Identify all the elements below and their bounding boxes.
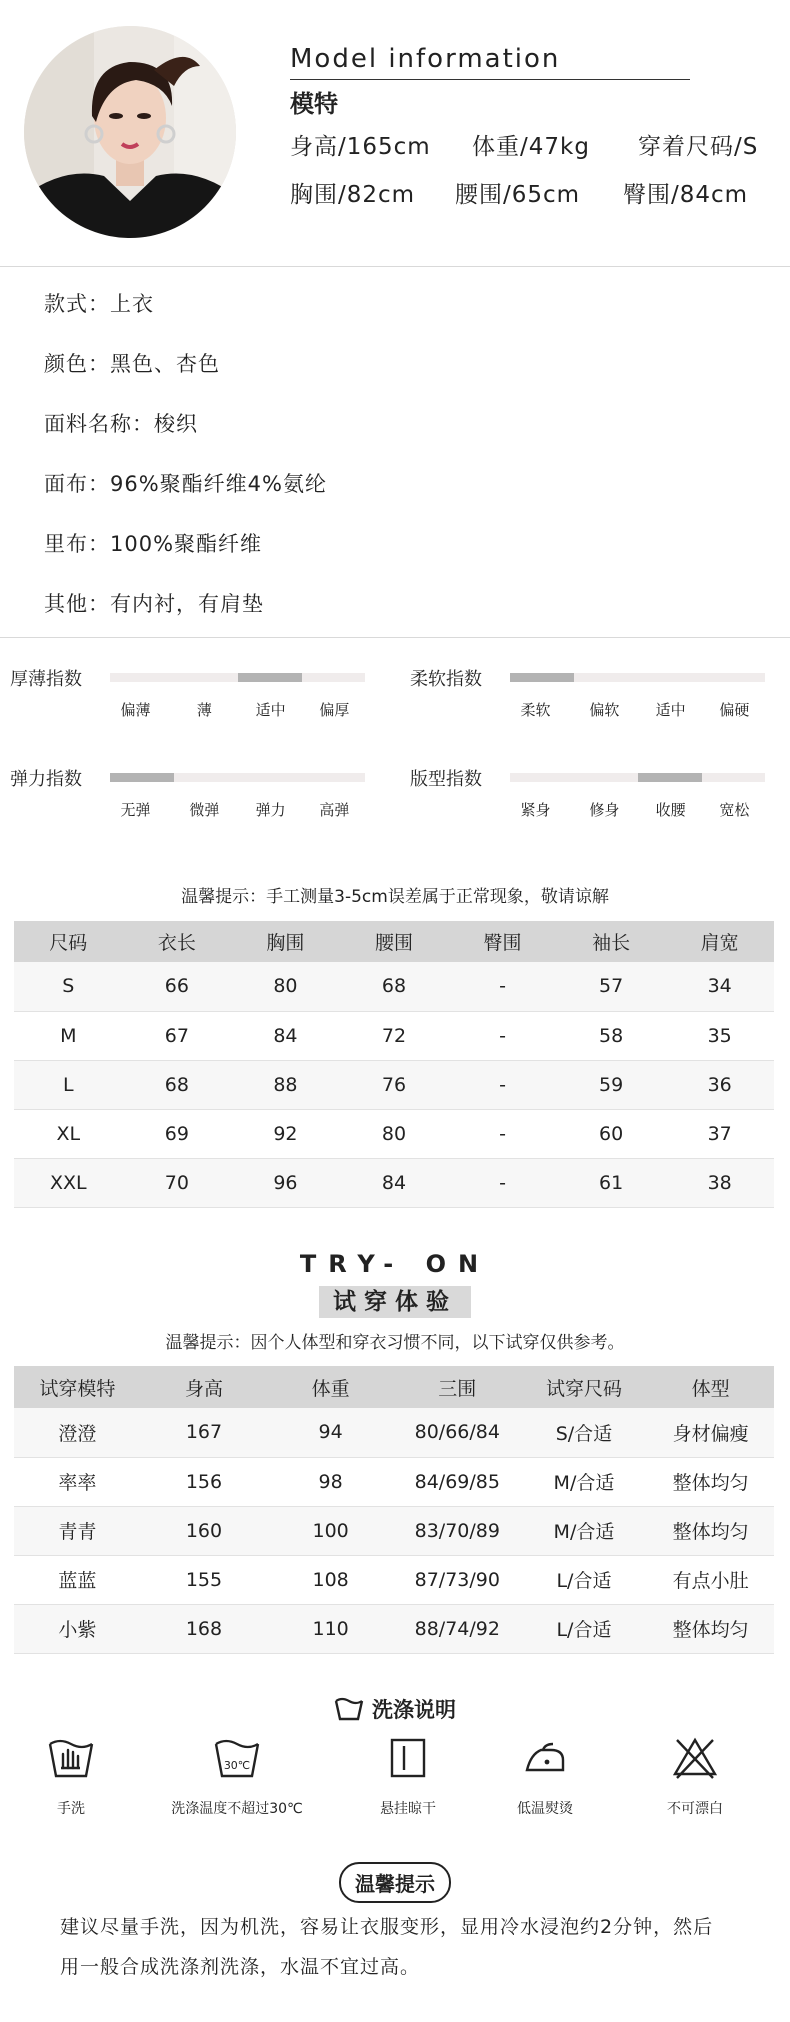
wash-label: 洗涤温度不超过30℃ — [171, 1801, 303, 1817]
hand-wash-icon — [47, 1736, 95, 1780]
table-cell: 84 — [231, 1011, 340, 1060]
table-row — [14, 1408, 774, 1457]
title-divider — [290, 79, 690, 80]
table-cell: 整体均匀 — [647, 1506, 774, 1555]
table-cell: 88/74/92 — [394, 1604, 521, 1653]
attr-color: 颜色：黑色、杏色 — [44, 352, 220, 376]
table-cell: 整体均匀 — [647, 1604, 774, 1653]
index-track — [110, 773, 365, 782]
column-header: 衣长 — [123, 921, 232, 962]
column-header: 体重 — [267, 1366, 394, 1408]
table-cell: 37 — [665, 1109, 774, 1158]
table-cell: 87/73/90 — [394, 1555, 521, 1604]
table-cell: 98 — [267, 1457, 394, 1506]
table-cell: 蓝蓝 — [14, 1555, 141, 1604]
model-bust: 胸围/82cm — [290, 182, 416, 208]
table-cell: 率率 — [14, 1457, 141, 1506]
column-header: 试穿尺码 — [521, 1366, 648, 1408]
index-tick-label: 收腰 — [655, 801, 686, 819]
table-cell: 身材偏瘦 — [647, 1408, 774, 1457]
table-cell: 68 — [123, 1060, 232, 1109]
wash-temp-text: 30℃ — [223, 1759, 251, 1772]
table-cell: 92 — [231, 1109, 340, 1158]
wash-item-no-bleach — [620, 1736, 770, 1818]
model-size: 穿着尺码/S — [638, 134, 759, 160]
index-selected-marker — [638, 773, 702, 782]
attr-other: 其他：有内衬，有肩垫 — [44, 592, 264, 616]
table-cell: 160 — [141, 1506, 268, 1555]
notice-line: 用一般合成洗涤剂洗涤，水温不宜过高。 — [60, 1956, 421, 1978]
table-cell: 68 — [340, 962, 449, 1011]
table-cell: 66 — [123, 962, 232, 1011]
table-cell: 67 — [123, 1011, 232, 1060]
tryon-title-en: TRY- ON — [299, 1250, 491, 1278]
index-tick-label: 无弹 — [120, 801, 151, 819]
index-tick-label: 偏软 — [589, 701, 620, 719]
no-bleach-icon — [671, 1736, 719, 1780]
column-header: 试穿模特 — [14, 1366, 141, 1408]
table-row — [14, 1604, 774, 1653]
model-height: 身高/165cm — [290, 134, 431, 160]
attr-lining: 里布：100%聚酯纤维 — [44, 532, 263, 556]
section-divider — [0, 637, 790, 638]
table-cell: 80 — [340, 1109, 449, 1158]
index-label: 柔软指数 — [410, 669, 482, 690]
notice-line: 建议尽量手洗，因为机洗，容易让衣服变形，显用冷水浸泡约2分钟，然后 — [60, 1916, 714, 1938]
table-cell: 168 — [141, 1604, 268, 1653]
size-table — [14, 921, 774, 1208]
index-tick-label: 偏厚 — [319, 701, 350, 719]
table-cell: 94 — [267, 1408, 394, 1457]
model-waist: 腰围/65cm — [455, 182, 581, 208]
index-tick-label: 适中 — [255, 701, 286, 719]
table-cell: 80/66/84 — [394, 1408, 521, 1457]
model-portrait-image — [24, 26, 236, 238]
table-cell: 35 — [665, 1011, 774, 1060]
table-row — [14, 962, 774, 1011]
table-cell: - — [448, 1158, 557, 1207]
column-header: 臀围 — [448, 921, 557, 962]
size-tip: 温馨提示：手工测量3-5cm误差属于正常现象，敬请谅解 — [181, 887, 609, 907]
table-row — [14, 1457, 774, 1506]
column-header: 尺码 — [14, 921, 123, 962]
index-label: 弹力指数 — [10, 769, 82, 790]
index-selected-marker — [238, 673, 302, 682]
table-cell: 110 — [267, 1604, 394, 1653]
column-header: 袖长 — [557, 921, 666, 962]
table-cell: 156 — [141, 1457, 268, 1506]
table-cell: M — [14, 1011, 123, 1060]
table-row — [14, 1555, 774, 1604]
wash-item-hand-wash — [0, 1736, 146, 1818]
wash-tub-icon — [334, 1697, 364, 1721]
table-cell: 108 — [267, 1555, 394, 1604]
table-cell: M/合适 — [521, 1506, 648, 1555]
table-cell: 58 — [557, 1011, 666, 1060]
wash-label: 低温熨烫 — [517, 1801, 573, 1817]
table-cell: 167 — [141, 1408, 268, 1457]
table-cell: 小紫 — [14, 1604, 141, 1653]
table-cell: L/合适 — [521, 1604, 648, 1653]
table-row — [14, 1506, 774, 1555]
table-cell: - — [448, 1011, 557, 1060]
table-cell: 有点小肚 — [647, 1555, 774, 1604]
table-cell: 155 — [141, 1555, 268, 1604]
table-cell: M/合适 — [521, 1457, 648, 1506]
washing-title — [334, 1694, 456, 1724]
tryon-table — [14, 1366, 774, 1654]
tryon-title-cn: 试穿体验 — [319, 1286, 471, 1318]
wash-label: 不可漂白 — [667, 1801, 723, 1817]
index-tick-label: 高弹 — [319, 801, 350, 819]
table-cell: - — [448, 1109, 557, 1158]
index-track — [510, 773, 765, 782]
hang-dry-icon — [384, 1736, 432, 1780]
table-cell: XL — [14, 1109, 123, 1158]
section-divider — [0, 266, 790, 267]
index-label: 版型指数 — [410, 769, 482, 790]
column-header: 肩宽 — [665, 921, 774, 962]
attr-style: 款式：上衣 — [44, 292, 154, 316]
table-cell: 70 — [123, 1158, 232, 1207]
table-cell: XXL — [14, 1158, 123, 1207]
table-cell: 青青 — [14, 1506, 141, 1555]
table-cell: 76 — [340, 1060, 449, 1109]
table-cell: 88 — [231, 1060, 340, 1109]
model-info-section — [0, 0, 790, 266]
index-tick-label: 薄 — [196, 701, 212, 719]
table-cell: 80 — [231, 962, 340, 1011]
table-cell: 59 — [557, 1060, 666, 1109]
table-cell: 61 — [557, 1158, 666, 1207]
index-tick-label: 偏薄 — [120, 701, 151, 719]
table-cell: 澄澄 — [14, 1408, 141, 1457]
table-cell: 整体均匀 — [647, 1457, 774, 1506]
index-tick-label: 偏硬 — [719, 701, 750, 719]
table-cell: S/合适 — [521, 1408, 648, 1457]
size-table-header — [14, 921, 774, 962]
wash-item-30c — [162, 1736, 312, 1818]
table-cell: 38 — [665, 1158, 774, 1207]
notice-title: 温馨提示 — [339, 1862, 451, 1903]
table-cell: - — [448, 962, 557, 1011]
index-track — [110, 673, 365, 682]
wash-label: 悬挂晾干 — [380, 1801, 436, 1817]
table-cell: 36 — [665, 1060, 774, 1109]
index-selected-marker — [510, 673, 574, 682]
table-row — [14, 1158, 774, 1207]
column-header: 体型 — [647, 1366, 774, 1408]
table-cell: 100 — [267, 1506, 394, 1555]
tryon-table-header — [14, 1366, 774, 1408]
table-cell: 69 — [123, 1109, 232, 1158]
model-hip: 臀围/84cm — [623, 182, 749, 208]
table-cell: - — [448, 1060, 557, 1109]
column-header: 腰围 — [340, 921, 449, 962]
wash-item-hang-dry — [333, 1736, 483, 1818]
low-iron-icon — [521, 1736, 569, 1780]
table-row — [14, 1060, 774, 1109]
table-cell: S — [14, 962, 123, 1011]
table-cell: L/合适 — [521, 1555, 648, 1604]
wash-item-low-iron — [470, 1736, 620, 1818]
model-weight: 体重/47kg — [472, 134, 590, 160]
table-cell: L — [14, 1060, 123, 1109]
index-track — [510, 673, 765, 682]
index-tick-label: 宽松 — [719, 801, 750, 819]
table-cell: 83/70/89 — [394, 1506, 521, 1555]
tryon-tip: 温馨提示：因个人体型和穿衣习惯不同，以下试穿仅供参考。 — [165, 1333, 625, 1353]
column-header: 胸围 — [231, 921, 340, 962]
model-title-cn: 模特 — [290, 90, 338, 118]
index-tick-label: 修身 — [589, 801, 620, 819]
table-row — [14, 1109, 774, 1158]
table-cell: 96 — [231, 1158, 340, 1207]
column-header: 身高 — [141, 1366, 268, 1408]
washing-title-text: 洗涤说明 — [372, 1698, 456, 1722]
column-header: 三围 — [394, 1366, 521, 1408]
index-selected-marker — [110, 773, 174, 782]
index-tick-label: 柔软 — [520, 701, 551, 719]
wash-label: 手洗 — [57, 1801, 85, 1817]
table-row — [14, 1011, 774, 1060]
table-cell: 72 — [340, 1011, 449, 1060]
index-label: 厚薄指数 — [10, 669, 82, 690]
table-cell: 57 — [557, 962, 666, 1011]
wash-30-icon — [213, 1736, 261, 1780]
model-avatar — [24, 26, 236, 238]
model-title-en: Model information — [290, 44, 561, 74]
index-tick-label: 紧身 — [520, 801, 551, 819]
index-tick-label: 适中 — [655, 701, 686, 719]
index-tick-label: 微弹 — [189, 801, 220, 819]
table-cell: 34 — [665, 962, 774, 1011]
index-tick-label: 弹力 — [255, 801, 286, 819]
table-cell: 60 — [557, 1109, 666, 1158]
attr-fabric-name: 面料名称：梭织 — [44, 412, 198, 436]
table-cell: 84 — [340, 1158, 449, 1207]
table-cell: 84/69/85 — [394, 1457, 521, 1506]
attr-shell-fabric: 面布：96%聚酯纤维4%氨纶 — [44, 472, 327, 496]
